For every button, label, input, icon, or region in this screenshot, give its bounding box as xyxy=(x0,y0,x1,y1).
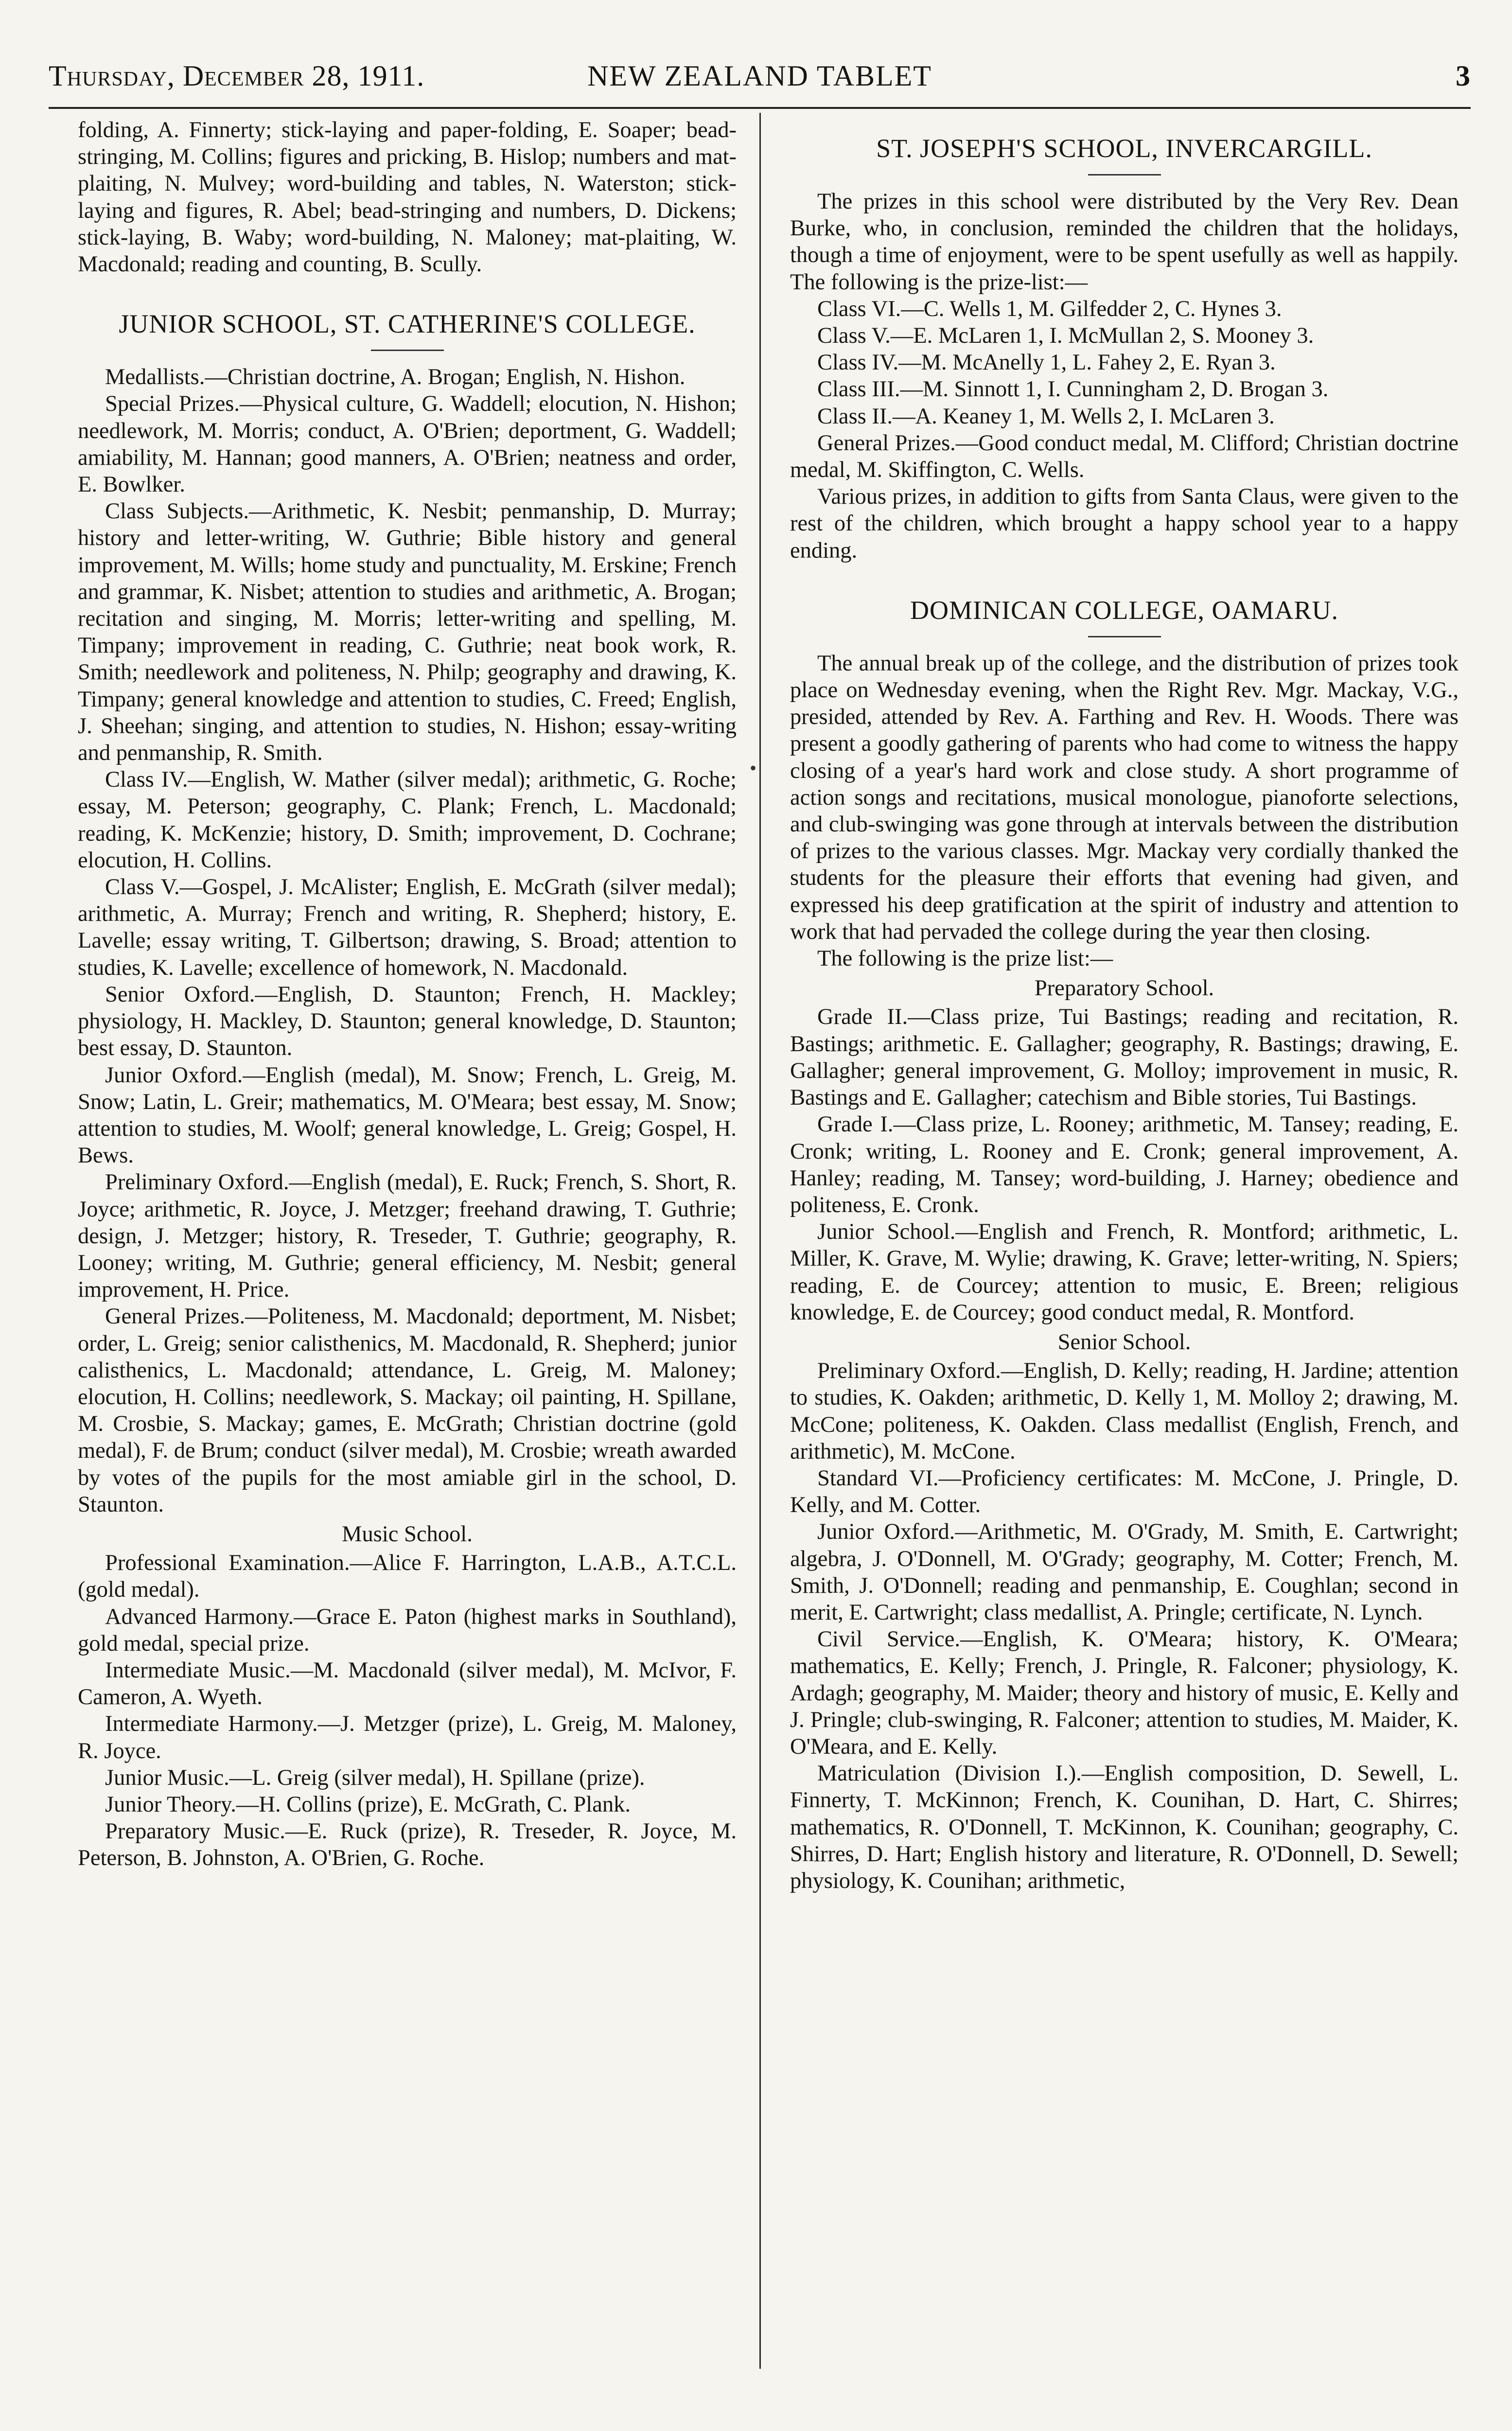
prize-paragraph: Medallists.—Christian doctrine, A. Brogan; English, N. Hishon. xyxy=(105,365,686,390)
prize-paragraph: Class V.—Gospel, J. McAlister; English, E. McGrath (silver medal); arithmetic, A. Murray; French and writing, R. Shepherd; history, E. Lavelle; essay writing, T. Gilbertson; drawing, S. Broad; attention to studies, K. Lavelle; excellence of homework, N. Macdonald. xyxy=(78,875,737,980)
prize-paragraph: Civil Service.—English, K. O'Meara; history, K. O'Meara; mathematics, E. Kelly; French, J. Pringle, R. Falconer; physiology, K. Ardagh; geography, M. Maider; theory and history of music, E. Kelly and J. Pringle; club-swinging, R. Falconer; attention to studies, M. Maider, K. O'Meara, and E. Kelly. xyxy=(790,1627,1459,1759)
prize-paragraph: Junior School.—English and French, R. Montford; arithmetic, L. Miller, K. Grave, M. Wylie; drawing, K. Grave; letter-writing, N. Spiers; reading, E. de Courcey; attention to music, E. Breen; religious knowledge, E. de Courcey; good conduct medal, R. Montford. xyxy=(790,1219,1459,1325)
subheading-music-school: Music School. xyxy=(342,1521,473,1547)
subheading-preparatory-school: Preparatory School. xyxy=(1034,976,1214,1001)
left-column xyxy=(78,117,737,1872)
page-number: 3 xyxy=(1456,60,1471,92)
prize-paragraph: Junior Oxford.—English (medal), M. Snow; French, L. Greig, M. Snow; Latin, L. Greir; mathematics, M. O'Meara; best essay, M. Snow; attention to studies, M. Woolf; general knowledge, L. Greig; Gospel, H. Bews. xyxy=(78,1062,737,1168)
prize-paragraph: Class III.—M. Sinnott 1, I. Cunningham 2, D. Brogan 3. xyxy=(817,377,1329,402)
prize-paragraph: Standard VI.—Proficiency certificates: M. McCone, J. Pringle, D. Kelly, and M. Cotter. xyxy=(790,1465,1459,1518)
heading-rule xyxy=(1088,174,1161,176)
prize-paragraph: General Prizes.—Politeness, M. Macdonald; deportment, M. Nisbet; order, L. Greig; senior calisthenics, M. Macdonald, R. Shepherd; junior calisthenics, L. Macdonald; attendance, L. Greig, M. Maloney; elocution, H. Collins; needlework, S. Mackay; oil painting, H. Spillane, M. Crosbie, S. Mackay; games, E. McGrath; Christian doctrine (gold medal), F. de Brum; conduct (silver medal), M. Crosbie; wreath awarded by votes of the pupils for the most amiable girl in the school, D. Staunton. xyxy=(78,1304,737,1517)
prize-paragraph: Class VI.—C. Wells 1, M. Gilfedder 2, C. Hynes 3. xyxy=(817,296,1282,321)
prize-paragraph: Special Prizes.—Physical culture, G. Waddell; elocution, N. Hishon; needlework, M. Morris; conduct, A. O'Brien; deportment, G. Waddell; amiability, M. Hannan; good manners, A. O'Brien; neatness and order, E. Bowlker. xyxy=(78,391,737,497)
report-paragraph: The following is the prize list:— xyxy=(817,946,1113,971)
right-column xyxy=(790,117,1459,1894)
prize-paragraph: Class IV.—M. McAnelly 1, L. Fahey 2, E. Ryan 3. xyxy=(817,350,1276,375)
music-prize-paragraph: Junior Music.—L. Greig (silver medal), H. Spillane (prize). xyxy=(105,1765,645,1790)
prize-paragraph: Class II.—A. Keaney 1, M. Wells 2, I. McLaren 3. xyxy=(817,404,1275,429)
music-prize-paragraph: Intermediate Music.—M. Macdonald (silver medal), M. McIvor, F. Cameron, A. Wyeth. xyxy=(78,1657,737,1710)
music-prize-paragraph: Advanced Harmony.—Grace E. Paton (highest marks in Southland), gold medal, special prize. xyxy=(78,1604,737,1656)
heading-rule xyxy=(371,350,444,351)
section-heading-st-josephs: ST. JOSEPH'S SCHOOL, INVERCARGILL. xyxy=(876,134,1372,163)
publication-title: NEW ZEALAND TABLET xyxy=(587,60,932,92)
prize-paragraph: Class IV.—English, W. Mather (silver medal); arithmetic, G. Roche; essay, M. Peterson; geography, C. Plank; French, L. Macdonald; reading, K. McKenzie; history, D. Smith; improvement, D. Cochrane; elocution, H. Collins. xyxy=(78,767,737,873)
heading-rule xyxy=(1088,636,1161,637)
prize-paragraph: Class Subjects.—Arithmetic, K. Nesbit; penmanship, D. Murray; history and letter-writing, W. Guthrie; Bible history and general improvement, M. Wills; home study and punctuality, M. Erskine; French and grammar, K. Nisbet; attention to studies and arithmetic, A. Brogan; recitation and singing, M. Morris; letter-writing and spelling, M. Timpany; improvement in reading, C. Guthrie; neat book work, R. Smith; needlework and politeness, N. Philp; geography and drawing, K. Timpany; general knowledge and attention to studies, C. Freed; English, J. Sheehan; singing, and attention to studies, N. Hishon; essay-writing and penmanship, R. Smith. xyxy=(78,499,737,766)
prize-paragraph: Matriculation (Division I.).—English composition, D. Sewell, L. Finnerty, T. McKinnon; French, K. Counihan, D. Hart, C. Shirres; mathematics, R. O'Donnell, T. McKinnon, K. Counihan; geography, C. Shirres, D. Hart; English history and literature, R. O'Donnell, D. Sewell; physiology, K. Counihan; arithmetic, xyxy=(790,1761,1459,1893)
section-heading-dominican-college: DOMINICAN COLLEGE, OAMARU. xyxy=(910,595,1338,625)
issue-date: Thursday, December 28, 1911. xyxy=(49,60,425,92)
column-divider xyxy=(759,113,761,2369)
page-header xyxy=(49,53,1471,109)
prize-paragraph: Junior Oxford.—Arithmetic, M. O'Grady, M. Smith, E. Cartwright; algebra, J. O'Donnell, M. O'Grady; geography, M. Cotter; French, M. Smith, J. O'Donnell; reading and penmanship, E. Coughlan; second in merit, E. Cartwright; class medallist, A. Pringle; certificate, N. Lynch. xyxy=(790,1519,1459,1625)
continued-prize-list: folding, A. Finnerty; stick-laying and paper-folding, E. Soaper; bead-stringing, M. Collins; figures and pricking, B. Hislop; numbers and mat-plaiting, N. Mulvey; word-building and tables, N. Waterston; stick-laying and figures, R. Abel; bead-stringing and numbers, D. Dickens; stick-laying, B. Waby; word-building, N. Maloney; mat-plaiting, W. Macdonald; reading and counting, B. Scully. xyxy=(78,118,737,277)
prize-paragraph: Senior Oxford.—English, D. Staunton; French, H. Mackley; physiology, H. Mackley, D. Staunton; general knowledge, D. Staunton; best essay, D. Staunton. xyxy=(78,982,737,1061)
subheading-senior-school: Senior School. xyxy=(1057,1329,1191,1355)
prize-paragraph: Preliminary Oxford.—English (medal), E. Ruck; French, S. Short, R. Joyce; arithmetic, R. Joyce, J. Metzger; freehand drawing, T. Guthrie; design, J. Metzger; history, R. Treseder, T. Guthrie; geography, R. Looney; writing, M. Guthrie; general efficiency, M. Nesbit; general improvement, H. Price. xyxy=(78,1170,737,1303)
music-prize-paragraph: Intermediate Harmony.—J. Metzger (prize), L. Greig, M. Maloney, R. Joyce. xyxy=(78,1711,737,1763)
prize-paragraph: General Prizes.—Good conduct medal, M. Clifford; Christian doctrine medal, M. Skiffington, C. Wells. xyxy=(790,430,1459,483)
print-speck: • xyxy=(750,757,757,779)
prize-paragraph: Grade I.—Class prize, L. Rooney; arithmetic, M. Tansey; reading, E. Cronk; writing, L. Rooney and E. Cronk; general improvement, A. Hanley; reading, M. Tansey; word-building, J. Harney; obedience and politeness, E. Cronk. xyxy=(790,1112,1459,1217)
music-prize-paragraph: Junior Theory.—H. Collins (prize), E. McGrath, C. Plank. xyxy=(105,1792,631,1817)
prize-paragraph: Various prizes, in addition to gifts from Santa Claus, were given to the rest of the children, which brought a happy school year to a happy ending. xyxy=(790,484,1459,563)
music-prize-paragraph: Preparatory Music.—E. Ruck (prize), R. Treseder, R. Joyce, M. Peterson, B. Johnston, A. O'Brien, G. Roche. xyxy=(78,1819,737,1871)
prize-paragraph: Class V.—E. McLaren 1, I. McMullan 2, S. Mooney 3. xyxy=(817,323,1314,349)
prize-paragraph: Grade II.—Class prize, Tui Bastings; reading and recitation, R. Bastings; arithmetic. E. Gallagher; geography, R. Bastings; drawing, E. Gallagher; general improvement, G. Molloy; improvement in music, R. Bastings and E. Gallagher; catechism and Bible stories, Tui Bastings. xyxy=(790,1004,1459,1110)
section-heading-junior-school: JUNIOR SCHOOL, ST. CATHERINE'S COLLEGE. xyxy=(119,309,696,339)
prize-paragraph: The prizes in this school were distributed by the Very Rev. Dean Burke, who, in conclusion, reminded the children that the holidays, though a time of enjoyment, were to be spent usefully as well as happily. The following is the prize-list:— xyxy=(790,189,1459,295)
report-paragraph: The annual break up of the college, and the distribution of prizes took place on Wednesday evening, when the Right Rev. Mgr. Mackay, V.G., presided, attended by Rev. A. Farthing and Rev. H. Woods. There was present a goodly gathering of parents who had come to witness the happy closing of a year's hard work and close study. A short programme of action songs and recitations, musical monologue, pianoforte selections, and club-swinging was gone through at intervals between the distribution of prizes to the various classes. Mgr. Mackay very cordially thanked the students for the pleasure their efforts that evening had given, and expressed his deep gratification at the spirit of industry and attention to work that had pervaded the college during the year then closing. xyxy=(790,651,1459,944)
prize-paragraph: Preliminary Oxford.—English, D. Kelly; reading, H. Jardine; attention to studies, K. Oakden; arithmetic, D. Kelly 1, M. Molloy 2; drawing, M. McCone; politeness, K. Oakden. Class medallist (English, French, and arithmetic), M. McCone. xyxy=(790,1358,1459,1464)
music-prize-paragraph: Professional Examination.—Alice F. Harrington, L.A.B., A.T.C.L. (gold medal). xyxy=(78,1550,737,1603)
